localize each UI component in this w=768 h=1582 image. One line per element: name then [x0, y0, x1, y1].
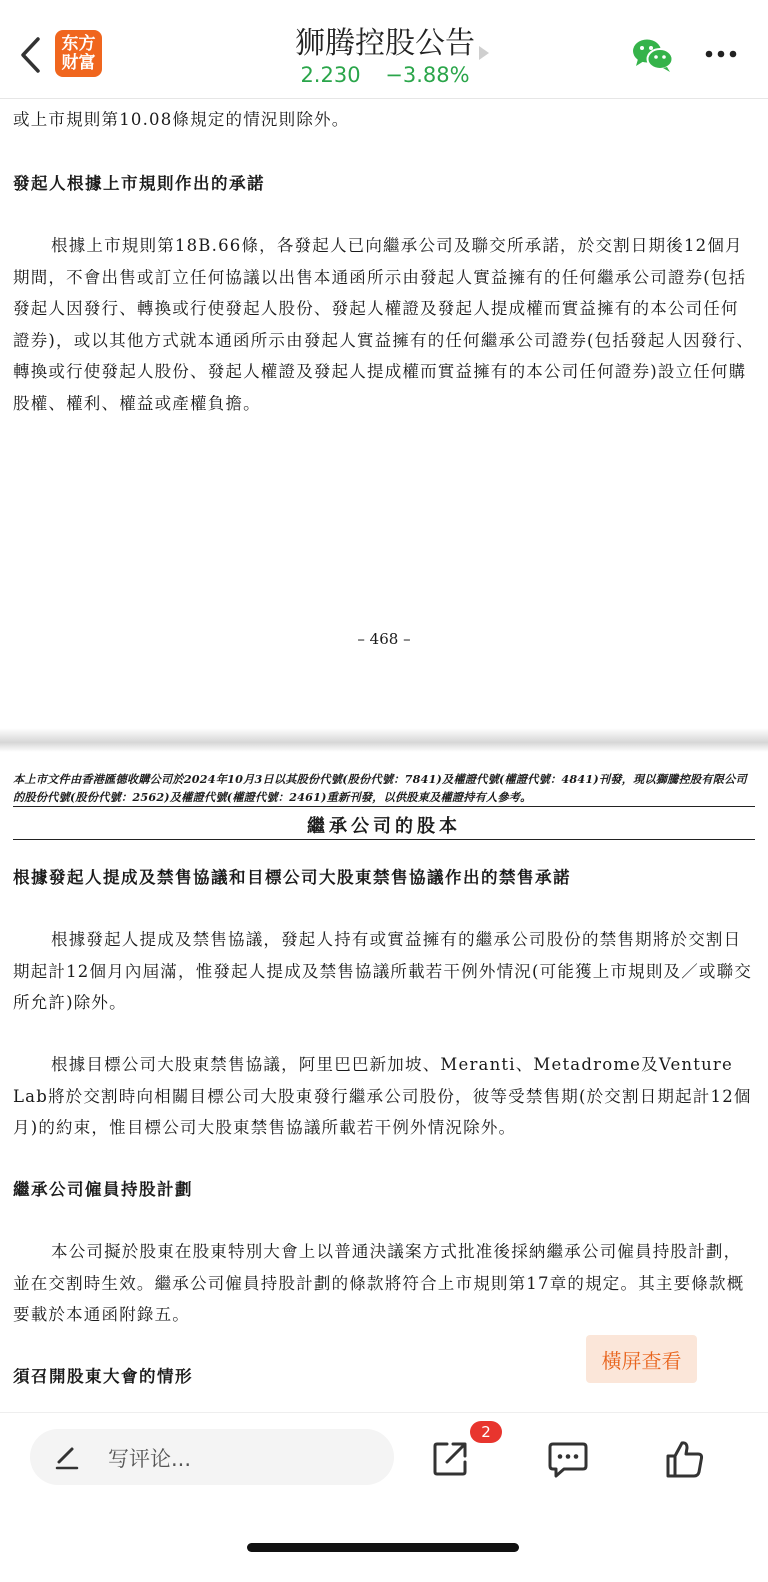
esop-heading: 繼承公司僱員持股計劃: [13, 1180, 193, 1199]
more-icon[interactable]: [705, 50, 737, 58]
stock-price: 2.230: [300, 63, 361, 87]
comment-placeholder: 写评论...: [108, 1447, 192, 1471]
page-separator: [0, 728, 768, 752]
header-rule-top: [13, 806, 755, 807]
wechat-icon[interactable]: [632, 38, 674, 72]
pen-icon: [55, 1444, 79, 1470]
shareholder-meeting-heading: 須召開股東大會的情形: [13, 1367, 193, 1386]
comment-input[interactable]: [30, 1429, 394, 1485]
reissue-disclaimer: 本上市文件由香港匯德收購公司於2024年10月3日以其股份代號(股份代號：7841)及權證代號(權證代號：4841)刊發，現以獅騰控股有限公司的股份代號(股份代號：2562)及權證代號(權證代號：2461)重新刊發，以供股東及權證持有人參考。: [13, 772, 747, 804]
landscape-view-button[interactable]: 橫屏查看: [586, 1335, 697, 1383]
page1-heading: 發起人根據上市規則作出的承諾: [13, 174, 265, 193]
back-icon[interactable]: [18, 36, 48, 74]
page-title[interactable]: 狮腾控股公告: [295, 26, 475, 61]
home-indicator: [247, 1543, 519, 1552]
bottom-toolbar: [0, 1412, 768, 1582]
lockup-para-2: 根據目標公司大股東禁售協議，阿里巴巴新加坡、Meranti、Metadrome及Venture Lab將於交割時向相關目標公司大股東發行繼承公司股份，彼等受禁售期(於交割日期起計12個月)的約束，惟目標公司大股東禁售協議所載若干例外情況除外。: [13, 1055, 752, 1137]
page1-body: 根據上市規則第18B.66條，各發起人已向繼承公司及聯交所承諾，於交割日期後12個月期間，不會出售或訂立任何協議以出售本通函所示由發起人實益擁有的任何繼承公司證券(包括發起人因發行、轉換或行使發起人股份、發起人權證及發起人提成權而實益擁有的本公司任何證券)，或以其他方式就本通函所示由發起人實益擁有的任何繼承公司證券(包括發起人因發行、轉換或行使發起人股份、發起人權證及發起人提成權而實益擁有的本公司任何證券)設立任何購股權、權利、權益或產權負擔。: [13, 236, 754, 413]
like-icon[interactable]: [665, 1439, 705, 1479]
esop-para: 本公司擬於股東在股東特別大會上以普通決議案方式批准後採納繼承公司僱員持股計劃，並在交割時生效。繼承公司僱員持股計劃的條款將符合上市規則第17章的規定。其主要條款概要載於本通函附錄五。: [13, 1242, 745, 1324]
share-icon[interactable]: [432, 1441, 468, 1477]
page-number: – 468 –: [357, 630, 411, 648]
logo-line-2: 财富: [61, 52, 96, 73]
eastmoney-logo: [55, 30, 102, 77]
top-nav-bar: [0, 0, 768, 99]
page1-tail-text: 或上市規則第10.08條規定的情況則除外。: [13, 110, 350, 129]
chat-icon[interactable]: [548, 1441, 588, 1479]
stock-quote[interactable]: [230, 63, 540, 87]
logo-line-1: 东方: [61, 33, 96, 54]
share-count-badge: 2: [470, 1421, 502, 1443]
header-rule-bottom: [13, 839, 755, 840]
lockup-heading: 根據發起人提成及禁售協議和目標公司大股東禁售協議作出的禁售承諾: [13, 868, 571, 887]
play-icon: [479, 46, 489, 60]
stock-change: −3.88%: [385, 63, 470, 87]
lockup-para-1: 根據發起人提成及禁售協議，發起人持有或實益擁有的繼承公司股份的禁售期將於交割日期起計12個月內屆滿，惟發起人提成及禁售協議所載若干例外情況(可能獲上市規則及／或聯交所允許)除外。: [13, 930, 753, 1012]
section-title: 繼承公司的股本: [307, 816, 461, 837]
